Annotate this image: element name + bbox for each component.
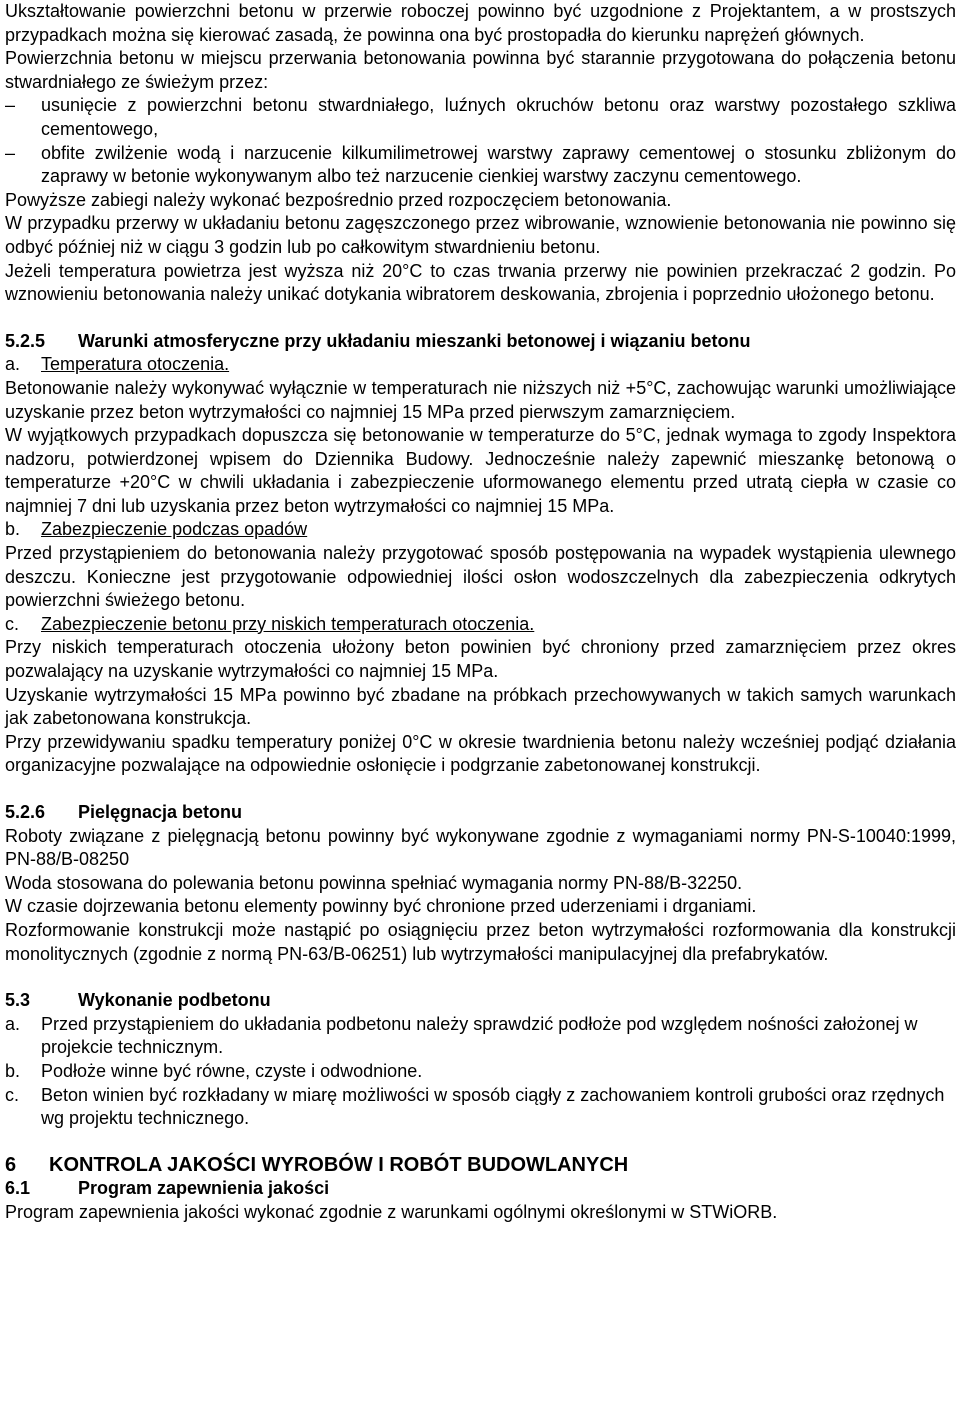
paragraph-min-temperature: Betonowanie należy wykonywać wyłącznie w temperaturach nie niższych niż +5°C, zachowując warunki umożliwiające uzyskanie przez beton wytrzymałości co najmniej 15 MPa przed pierwszym zamarznięciem. [5, 377, 956, 422]
section-heading-6-1 [5, 1177, 956, 1201]
dash-marker: – [5, 142, 16, 163]
paragraph-exceptional-cases: W wyjątkowych przypadkach dopuszcza się betonowanie w temperaturze do 5°C, jednak wymaga to zgody Inspektora nadzoru, potwierdzonej wpisem do Dziennika Budowy. Jednocześnie należy zapewnić mieszankę betonową o temperaturze +20°C w chwili układania i zabezpieczenie uformowanego elementu przed utratą ciepła w czasie co najmniej 7 dni lub uzyskania przez beton wytrzymałości co najmniej 15 MPa. [5, 425, 956, 516]
paragraph-working-joint-shape: Ukształtowanie powierzchni betonu w przerwie roboczej powinno być uzgodnione z Projektantem, a w prostszych przypadkach można się kierować zasadą, że powinna ona być prostopadła do kierunku naprężeń głównych. [5, 1, 956, 45]
paragraph-quality-program: Program zapewnienia jakości wykonać zgodnie z warunkami ogólnymi określonymi w STWiORB. [5, 1201, 778, 1222]
paragraph-joint-preparation: Powierzchnia betonu w miejscu przerwania betonowania powinna być starannie przygotowana do połączenia betonu stwardniałego ze świeżym przez: [5, 48, 956, 92]
list-item-text: Przed przystąpieniem do układania podbetonu należy sprawdzić podłoże pod względem nośności założonej w projekcie technicznym. [41, 1013, 918, 1058]
list-marker: b. [5, 1060, 21, 1081]
subsection-marker: c. [5, 613, 20, 634]
subsection-title: Temperatura otoczenia. [41, 354, 230, 375]
section-number: 5.2.5 [5, 330, 46, 351]
paragraph-maturing-protection: W czasie dojrzewania betonu elementy powinny być chronione przed uderzeniami i drganiami. [5, 896, 757, 917]
chapter-title: KONTROLA JAKOŚCI WYROBÓW I ROBÓT BUDOWLANYCH [49, 1153, 629, 1176]
dash-item-text: usunięcie z powierzchni betonu stwardniałego, luźnych okruchów betonu oraz warstwy pozostałego szkliwa cementowego, [41, 95, 956, 139]
list-item-text: Beton winien być rozkładany w miarę możliwości w sposób ciągły z zachowaniem kontroli grubości oraz rzędnych wg projektu technicznego. [41, 1084, 945, 1129]
paragraph-strength-testing: Uzyskanie wytrzymałości 15 MPa powinno być zbadane na próbkach przechowywanych w takich samych warunkach jak zabetonowana konstrukcja. [5, 684, 956, 729]
paragraph-procedures-timing: Powyższe zabiegi należy wykonać bezpośrednio przed rozpoczęciem betonowania. [5, 189, 672, 210]
list-item [5, 1060, 956, 1084]
section-number: 5.3 [5, 990, 31, 1011]
list-marker: c. [5, 1084, 20, 1105]
chapter-heading-6 [5, 1154, 956, 1178]
subsection-heading-temperature [5, 353, 956, 377]
dash-item-text: obfite zwilżenie wodą i narzucenie kilkumilimetrowej warstwy zaprawy cementowej o stosunku zbliżonym do zaprawy w betonie wykonywanym albo też narzucenie cienkiej warstwy zaczynu cementowego. [41, 142, 956, 187]
section-number: 5.2.6 [5, 802, 46, 822]
paragraph-temperature-drop: Przy przewidywaniu spadku temperatury poniżej 0°C w okresie twardnienia betonu należy wcześniej podjąć działania organizacyjne pozwalające na odpowiednie osłonięcie i podgrzanie zabetonowanej konstrukcji. [5, 731, 956, 776]
spacer [5, 1131, 956, 1154]
spacer [5, 778, 956, 801]
paragraph-vibration-break: W przypadku przerwy w układaniu betonu zagęszczonego przez wibrowanie, wznowienie betonowania nie powinno się odbyć później niż w ciągu 3 godzin lub po całkowitym stwardnieniu betonu. [5, 213, 956, 257]
subsection-title: Zabezpieczenie betonu przy niskich temperaturach otoczenia. [41, 613, 535, 634]
spacer [5, 966, 956, 989]
subsection-heading-low-temperature [5, 613, 956, 637]
list-item [5, 1013, 956, 1060]
paragraph-curing-water: Woda stosowana do polewania betonu powinna spełniać wymagania normy PN-88/B-32250. [5, 872, 743, 893]
paragraph-rain-protection: Przed przystąpieniem do betonowania należy przygotować sposób postępowania na wypadek wystąpienia ulewnego deszczu. Konieczne jest przygotowanie odpowiedniej ilości osłon wodoszczelnych dla zabezpieczenia odkrytych powierzchni świeżego betonu. [5, 543, 956, 611]
section-heading-5-3 [5, 989, 956, 1013]
paragraph-temperature-break: Jeżeli temperatura powietrza jest wyższa niż 20°C to czas trwania przerwy nie powinien przekraczać 2 godzin. Po wznowieniu betonowania należy unikać dotykania wibratorem deskowania, zbrojenia i poprzednio ułożonego betonu. [5, 260, 956, 305]
section-heading-5-2-5 [5, 330, 956, 354]
paragraph-formwork-removal: Rozformowanie konstrukcji może nastąpić po osiągnięciu przez beton wytrzymałości rozformowania dla konstrukcji monolitycznych (zgodnie z normą PN-63/B-06251) lub wytrzymałości manipulacyjnej dla prefabrykatów. [5, 919, 956, 964]
dash-marker: – [5, 95, 16, 116]
paragraph-curing-standards: Roboty związane z pielęgnacją betonu powinny być wykonywane zgodnie z wymaganiami normy PN-S-10040:1999, PN-88/B-08250 [5, 825, 956, 870]
chapter-number: 6 [5, 1153, 17, 1176]
subsection-marker: b. [5, 519, 21, 540]
subsection-title: Zabezpieczenie podczas opadów [41, 519, 308, 540]
list-marker: a. [5, 1013, 21, 1034]
section-heading-5-2-6 [5, 801, 956, 825]
dash-item-wetting [5, 142, 956, 189]
section-number: 6.1 [5, 1178, 31, 1199]
section-title: Wykonanie podbetonu [78, 990, 271, 1011]
paragraph-frost-protection: Przy niskich temperaturach otoczenia ułożony beton powinien być chroniony przed zamarznięciem przez okres pozwalający na uzyskanie wytrzymałości co najmniej 15 MPa. [5, 637, 956, 682]
section-title: Pielęgnacja betonu [78, 802, 243, 822]
spacer [5, 307, 956, 330]
section-title: Warunki atmosferyczne przy układaniu mieszanki betonowej i wiązaniu betonu [78, 330, 751, 351]
subsection-heading-rain [5, 518, 956, 542]
subsection-marker: a. [5, 354, 21, 375]
list-item [5, 1084, 956, 1131]
section-title: Program zapewnienia jakości [78, 1178, 330, 1199]
dash-item-remove-debris [5, 94, 956, 141]
list-item-text: Podłoże winne być równe, czyste i odwodnione. [41, 1060, 423, 1081]
